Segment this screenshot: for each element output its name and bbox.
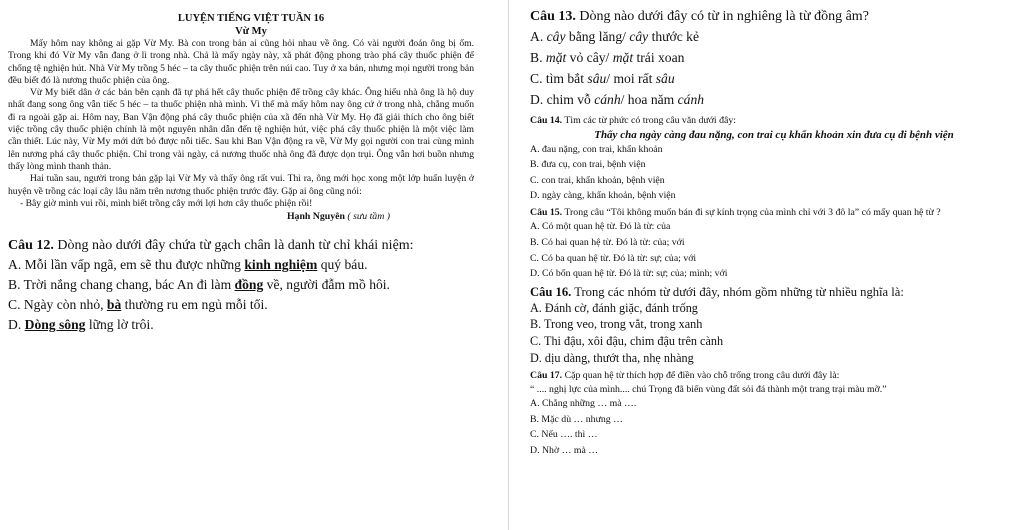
question-17-stem	[530, 369, 1018, 383]
italic-word: sâu	[655, 71, 675, 86]
option-text: / moi rất	[606, 71, 656, 86]
story-author	[8, 210, 390, 223]
question-14-option-b: B. đưa cụ, con trai, bệnh viện	[530, 159, 646, 171]
question-14-option-d: D. ngày càng, khẩn khoản, bệnh viện	[530, 190, 676, 202]
question-15-label: Câu 15.	[530, 206, 563, 218]
story-quote: - Bây giờ mình vui rồi, mình biết trồng cây mới lợi hơn cây thuốc phiện rồi!	[20, 197, 313, 209]
option-text: quý báu.	[317, 257, 368, 273]
option-text: B.	[530, 50, 546, 65]
underlined-word: kinh nghiệm	[244, 257, 318, 273]
question-16-option-c: C. Thi đậu, xôi đậu, chim đậu trên cành	[530, 333, 724, 348]
question-17-sentence: “ .... nghị lực của mình.... chú Trọng đã biến vùng đất sỏi đá thành một trang trại màu mỡ.”	[530, 383, 887, 395]
question-13-option-d	[530, 89, 1018, 110]
italic-word: mặt	[545, 50, 567, 65]
right-page	[530, 8, 1018, 459]
option-text: / hoa năm	[620, 92, 678, 107]
underlined-word: bà	[106, 297, 122, 313]
option-text: về, người đẫm mồ hôi.	[263, 277, 390, 293]
question-16-option-b: B. Trong veo, trong vắt, trong xanh	[530, 317, 703, 332]
option-text: D.	[8, 317, 25, 333]
question-15-stem	[530, 206, 1018, 220]
question-17-option-b: B. Mặc dù … nhưng …	[530, 413, 623, 425]
question-15-option-b: B. Có hai quan hệ từ. Đó là từ: của; với	[530, 236, 685, 248]
worksheet-title: LUYỆN TIẾNG VIỆT TUẦN 16	[177, 13, 325, 24]
question-12-option-a	[8, 255, 474, 275]
left-page	[8, 12, 474, 335]
question-16-option-d: D. dịu dàng, thướt tha, nhẹ nhàng	[530, 350, 694, 365]
question-12-option-c	[8, 295, 474, 315]
question-14-stem	[530, 114, 1018, 128]
question-14-option-a: A. đau nặng, con trai, khẩn khoản	[530, 143, 663, 155]
question-12-option-d	[8, 315, 474, 335]
story-paragraph-1: Mấy hôm nay không ai gặp Vừ My. Bà con trong bản ai cũng hỏi nhau về ông. Có vài người đoán ông bị ốm. Trong khi đó Vừ My vẫn đang ở lì trong nhà. Chả là mấy ngày này, xã phát động phong trào phá cây thuốc phiện để chống tệ nghiện hút. Nhà Vừ My trồng 5 héc – ta cây thuốc phiện trên núi cao. Tuy ở xa bản, nhưng mọi người trong bản đều biết đó là nương thuốc phiện của ông.	[8, 38, 474, 86]
option-text: D. chim vỗ	[530, 92, 595, 107]
italic-word: mặt	[612, 50, 634, 65]
author-note: ( sưu tầm )	[347, 211, 390, 223]
question-15-option-d: D. Có bốn quan hệ từ. Đó là từ: sự; của; mình; với	[530, 268, 728, 280]
question-17-option-a: A. Chẳng những … mà ….	[530, 398, 637, 410]
option-text: vỏ cây/	[566, 50, 613, 65]
question-17-text: Cặp quan hệ từ thích hợp để điền vào chỗ trống trong câu dưới đây là:	[564, 370, 840, 382]
option-text: B. Trời nắng chang chang, bác An đi làm	[8, 277, 235, 293]
option-text: A. Mỗi lần vấp ngã, em sẽ thu được những	[8, 257, 245, 273]
question-13-option-a	[530, 26, 1018, 47]
story-paragraph-3: Hai tuần sau, người trong bản gặp lại Vừ My và thấy ông rất vui. Thì ra, ông mới học xong một lớp huấn luyện ở huyện về trồng các loại cây lâu năm trên nương thuốc phiện trước đây. Gặp ai ông cũng nói:	[8, 173, 474, 197]
question-12-text: Dòng nào dưới đây chứa từ gạch chân là danh từ chỉ khái niệm:	[57, 238, 414, 254]
page-divider	[508, 0, 509, 530]
question-12-label: Câu 12.	[8, 238, 54, 254]
question-16-stem	[530, 284, 1018, 300]
question-14-label: Câu 14.	[530, 115, 563, 126]
question-16-label: Câu 16.	[530, 284, 572, 299]
option-text: A.	[530, 29, 547, 44]
option-text: C. Ngày còn nhỏ,	[8, 297, 107, 313]
option-text: trái xoan	[633, 50, 685, 65]
question-15-option-a: A. Có một quan hệ từ. Đó là từ: của	[530, 221, 671, 233]
option-text: thước kẻ	[648, 29, 699, 44]
question-13-option-b	[530, 47, 1018, 68]
italic-word: cây	[546, 29, 566, 44]
option-text: lững lờ trôi.	[85, 317, 154, 333]
question-13-stem	[530, 8, 1018, 26]
question-13-option-c	[530, 68, 1018, 89]
option-text: C. tìm bắt	[530, 71, 588, 86]
story-title: Vừ My	[235, 26, 267, 37]
question-17-option-c: C. Nếu …. thì …	[530, 429, 598, 441]
story-paragraph-2: Vừ My biết dân ở các bản bên cạnh đã tự phá hết cây thuốc phiện để trồng cây khác. Ông hiểu nhà ông là hộ duy nhất đang song ông vẫn tiếc 5 héc – ta thuốc phiện nhà mình. Vì thế mà mấy hôm nay ông cứ ở trong nhà, chẳng muốn đi ra ngoài gặp ai. Hôm nay, Ban Vận động phá cây thuốc phiện của xã đến nhà Vừ My. Họ đã giải thích cho ông biết việc trồng cây thuốc phiện chính là một nguyên nhân dẫn đến tệ nghiện hút, việc phá cây thuốc phiện là một việc làm cần thiết. Lúc này, Vừ My mới dứt bỏ được nỗi tiếc. Sau khi Ban Vận động ra về, Vừ My gọi người con trai cùng mình lên nương phá cây thuốc phiện. Chỉ trong vài ngày, cả nương thuốc nhà ông đã được dọn trụi. Ông vẫn hơi buồn nhưng thấy lòng mình thanh thản.	[8, 87, 474, 172]
author-name: Hạnh Nguyên	[286, 211, 345, 223]
question-14-sentence: Thấy cha ngày càng đau nặng, con trai cụ khẩn khoản xin đưa cụ đi bệnh viện	[594, 128, 954, 141]
underlined-word: đồng	[234, 277, 264, 293]
italic-word: cánh	[594, 92, 621, 107]
question-13-label: Câu 13.	[530, 9, 576, 24]
question-16-option-a: A. Đánh cờ, đánh giặc, đánh trống	[530, 300, 698, 315]
underlined-word: Dòng sông	[24, 317, 86, 333]
question-15-text: Trong câu “Tôi không muốn bán đi sự kính trọng của mình chỉ với 3 đô la” có mấy quan hệ từ ?	[564, 206, 941, 218]
question-15-option-c: C. Có ba quan hệ từ. Đó là từ: sự; của; với	[530, 252, 697, 264]
italic-word: cây	[629, 29, 649, 44]
italic-word: sâu	[587, 71, 607, 86]
question-14-option-c: C. con trai, khẩn khoản, bệnh viện	[530, 174, 665, 186]
question-13-text: Dòng nào dưới đây có từ in nghiêng là từ đồng âm?	[579, 9, 869, 24]
question-17-option-d: D. Nhờ … mà …	[530, 444, 599, 456]
question-17-label: Câu 17.	[530, 370, 563, 382]
question-16-text: Trong các nhóm từ dưới đây, nhóm gồm những từ nhiều nghĩa là:	[574, 284, 904, 299]
option-text: bằng lăng/	[565, 29, 630, 44]
option-text: thường ru em ngủ mỗi tối.	[121, 297, 268, 313]
italic-word: cánh	[677, 92, 705, 107]
question-12-option-b	[8, 275, 474, 295]
question-14-text: Tìm các từ phức có trong câu văn dưới đây:	[564, 115, 736, 126]
question-12-stem	[8, 237, 474, 255]
